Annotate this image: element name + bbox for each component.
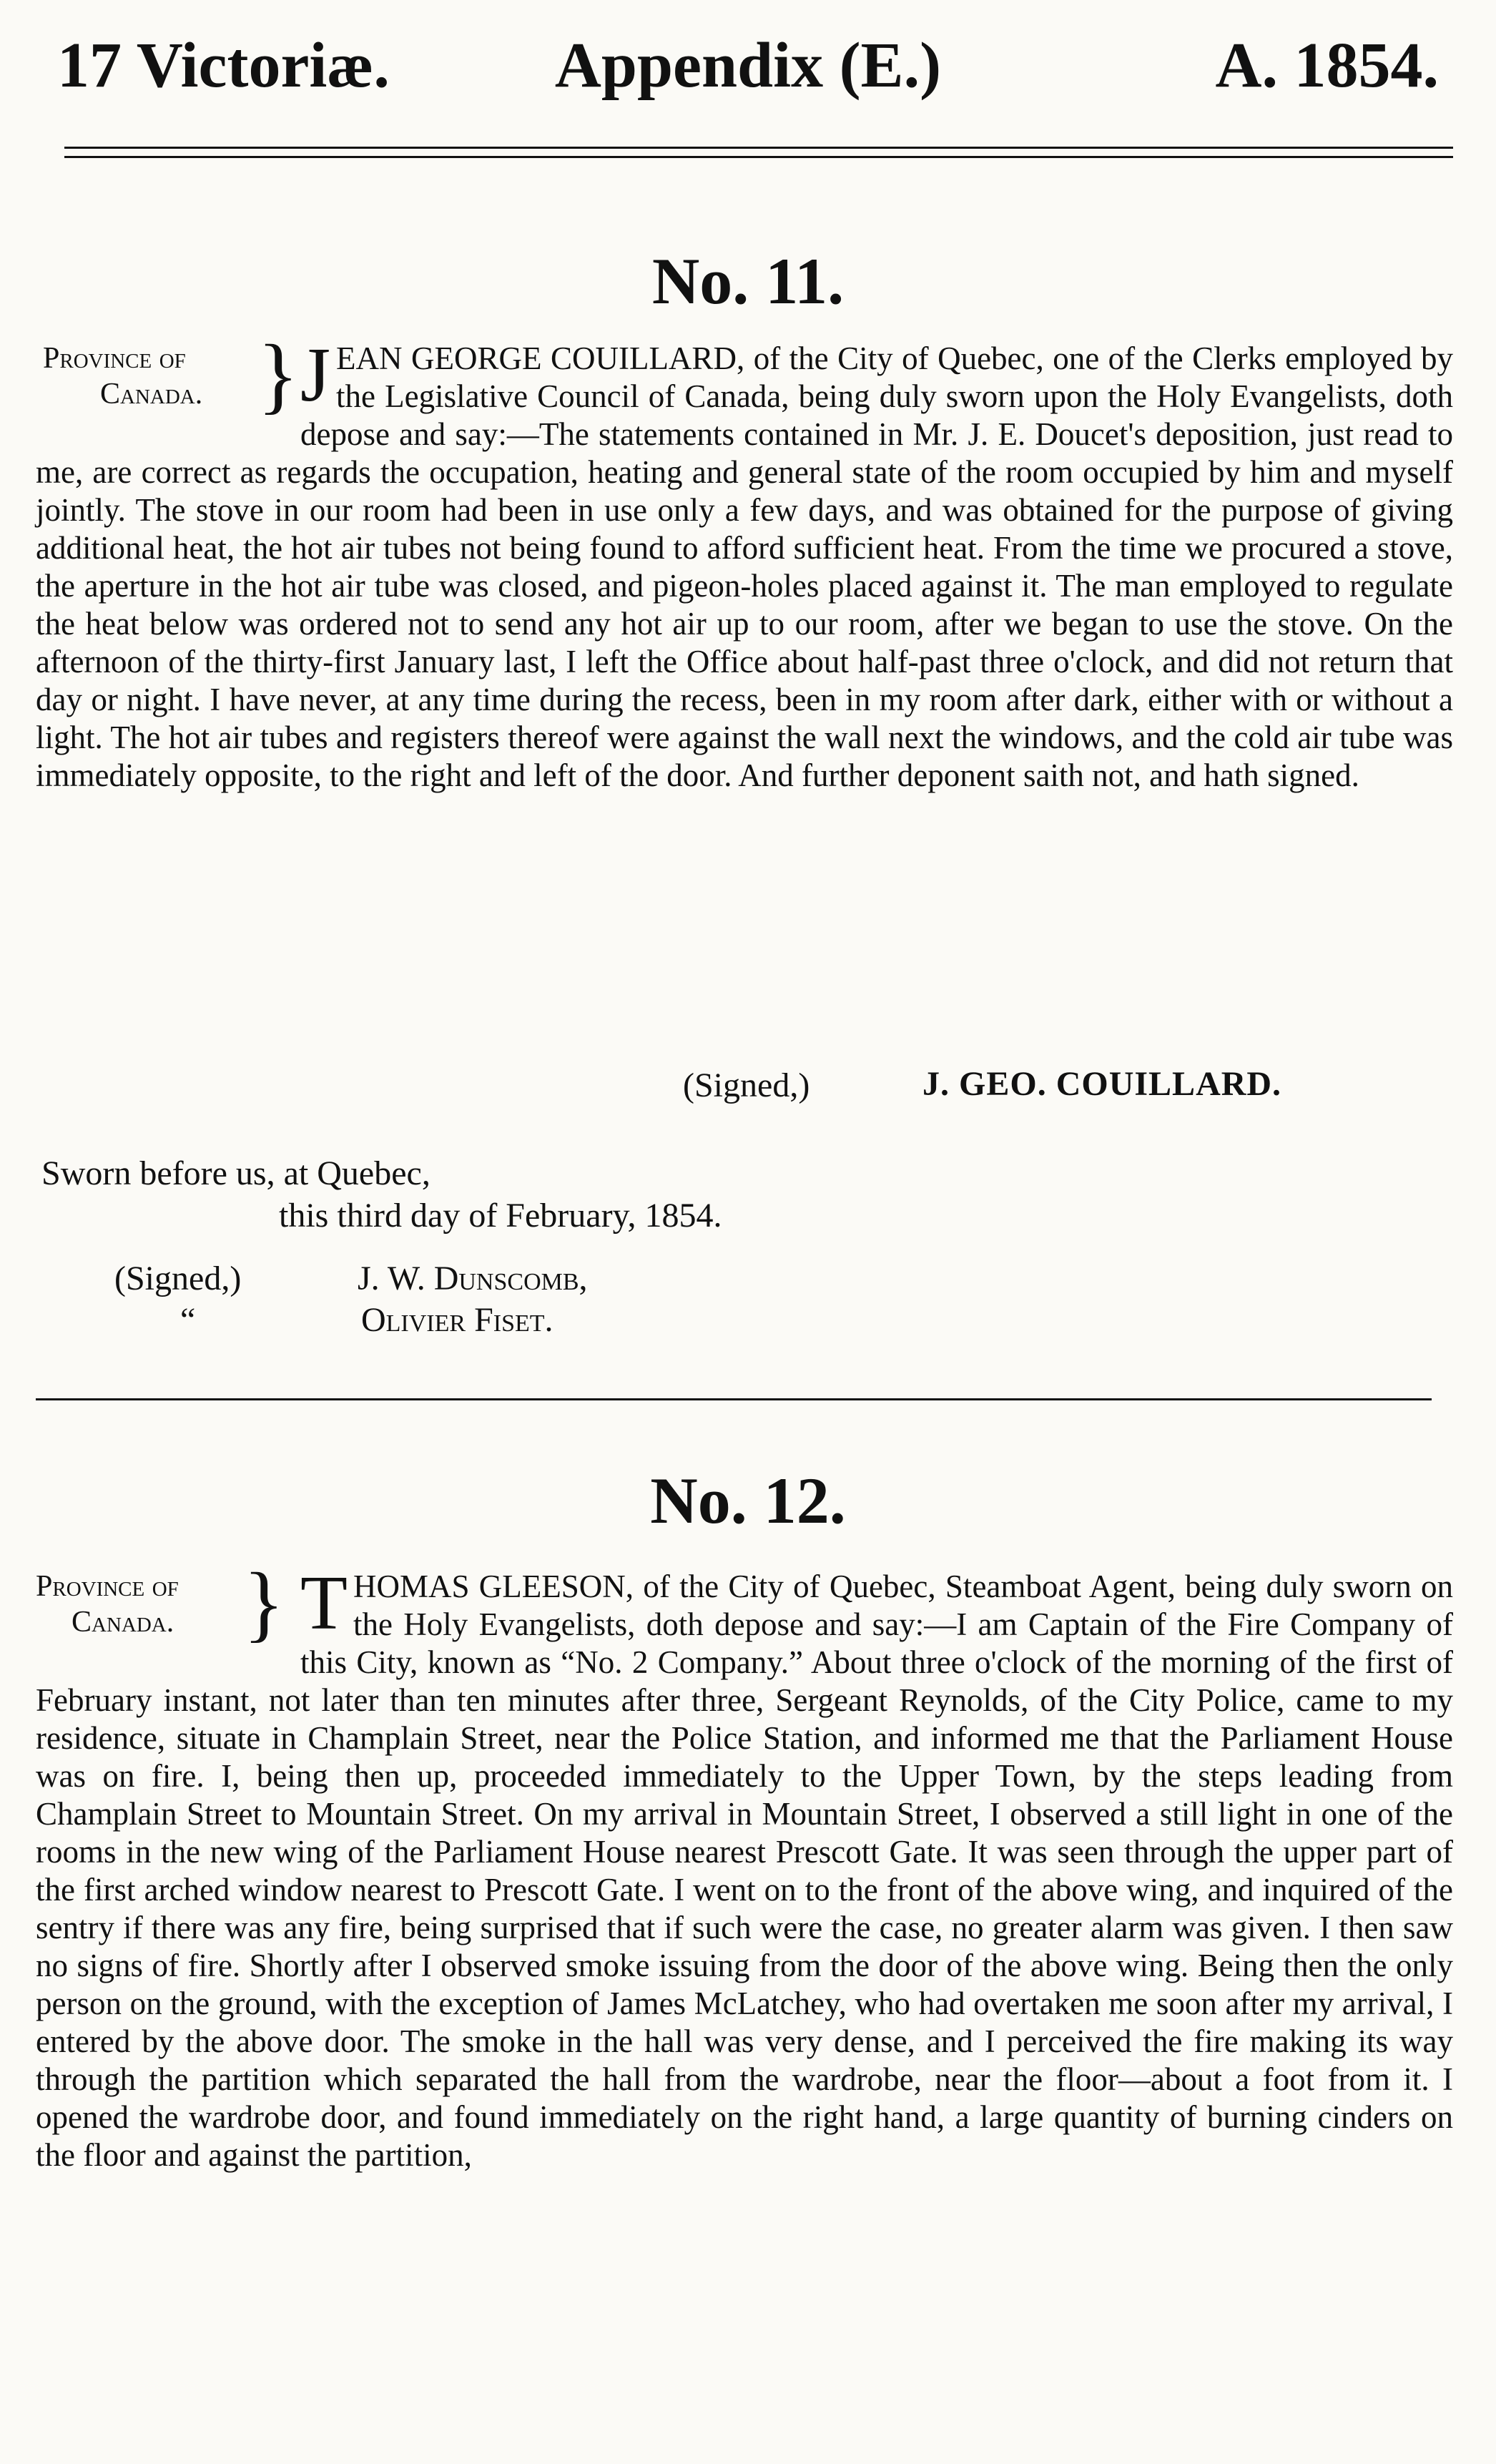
signatory-11: J. GEO. COUILLARD. [922, 1065, 1282, 1103]
header-double-rule [64, 147, 1453, 158]
signed-label-11: (Signed,) [683, 1066, 810, 1104]
deposition-12 [36, 1555, 1454, 2174]
deposition-11-body: of the City of Quebec, one of the Clerks employed by the Legislative Council of Canada, being duly sworn upon the Holy Evangelists, doth depose and say:—The statements contained in Mr. J. E. Doucet's deposition, just read to me, are correct as regards the occupation, heating and general state of the room occupied by him and myself jointly. The stove in our room had been in use only a few days, and was obtained for the purpose of giving additional heat, the hot air tubes not being found to afford sufficient heat. From the time we procured a stove, the aperture in the hot air tube was closed, and pigeon-holes placed against it. The man employed to regulate the heat below was ordered not to send any hot air up to our room, after we began to use the stove. On the afternoon of the thirty-first January last, I left the Office about half-past three o'clock, and did not return that day or night. I have never, at any time during the recess, been in my room after dark, either with or without a light. The hot air tubes and registers thereof were against the wall next the windows, and the cold air tube was immediately opposite, to the right and left of the door. And further deponent saith not, and hath signed. [36, 340, 1454, 793]
province-caption-11 [36, 327, 299, 422]
sworn-line-2: this third day of February, 1854. [279, 1197, 722, 1235]
canada-label: Canada. [72, 1606, 174, 1639]
deposition-11 [36, 327, 1454, 795]
section-divider-rule [36, 1398, 1432, 1400]
brace-glyph: } [257, 327, 299, 422]
province-caption-12 [36, 1555, 293, 1650]
sworn-line-1: Sworn before us, at Quebec, [41, 1154, 430, 1192]
deponent-name-12: HOMAS GLEESON, [353, 1569, 634, 1604]
province-of-label: Province of [36, 1570, 179, 1603]
section-11-title: No. 11. [651, 245, 845, 318]
witness-ditto-mark: “ [180, 1301, 196, 1339]
header-year: A. 1854. [1215, 30, 1439, 101]
deponent-name-11: EAN GEORGE COUILLARD, [336, 340, 745, 376]
section-12-title: No. 12. [650, 1464, 846, 1537]
dropcap-12: T [300, 1561, 348, 1646]
header-regnal-year: 17 Victoriæ. [57, 30, 390, 101]
canada-label: Canada. [100, 378, 203, 411]
witness-2: Olivier Fiset. [361, 1301, 553, 1339]
witness-signed-label: (Signed,) [114, 1260, 242, 1297]
witness-1: J. W. Dunscomb, [358, 1260, 588, 1297]
deposition-12-body: of the City of Quebec, Steamboat Agent, being duly sworn on the Holy Evangelists, doth depose and say:—I am Captain of the Fire Company of this City, known as “No. 2 Company.” About three o'clock of the morning of the first of February instant, not later than ten minutes after three, Sergeant Reynolds, of the City Police, came to my residence, situate in Champlain Street, near the Police Station, and informed me that the Parliament House was on fire. I, being then up, proceeded immediately to the Upper Town, by the steps leading from Champlain Street to Mountain Street. On my arrival in Mountain Street, I observed a still light in one of the rooms in the new wing of the Parliament House nearest Prescott Gate. It was seen through the upper part of the first arched window nearest to Prescott Gate. I went on to the front of the above wing, and inquired of the sentry if there was any fire, being surprised that if such were the case, no greater alarm was given. I then saw no signs of fire. Shortly after I observed smoke issuing from the door of the above wing. Being then the only person on the ground, with the exception of James McLatchey, who had overtaken me soon after my arrival, I entered by the above door. The smoke in the hall was very dense, and I perceived the fire making its way through the partition which separated the hall from the wardrobe, near the floor—about a foot from it. I opened the wardrobe door, and found immediately on the right hand, a large quantity of burning cinders on the floor and against the partition, [36, 1569, 1454, 2173]
province-of-label: Province of [43, 342, 186, 375]
brace-glyph: } [243, 1555, 285, 1650]
header-appendix-title: Appendix (E.) [554, 30, 942, 101]
running-head [43, 29, 1453, 114]
dropcap-11: J [300, 333, 331, 418]
